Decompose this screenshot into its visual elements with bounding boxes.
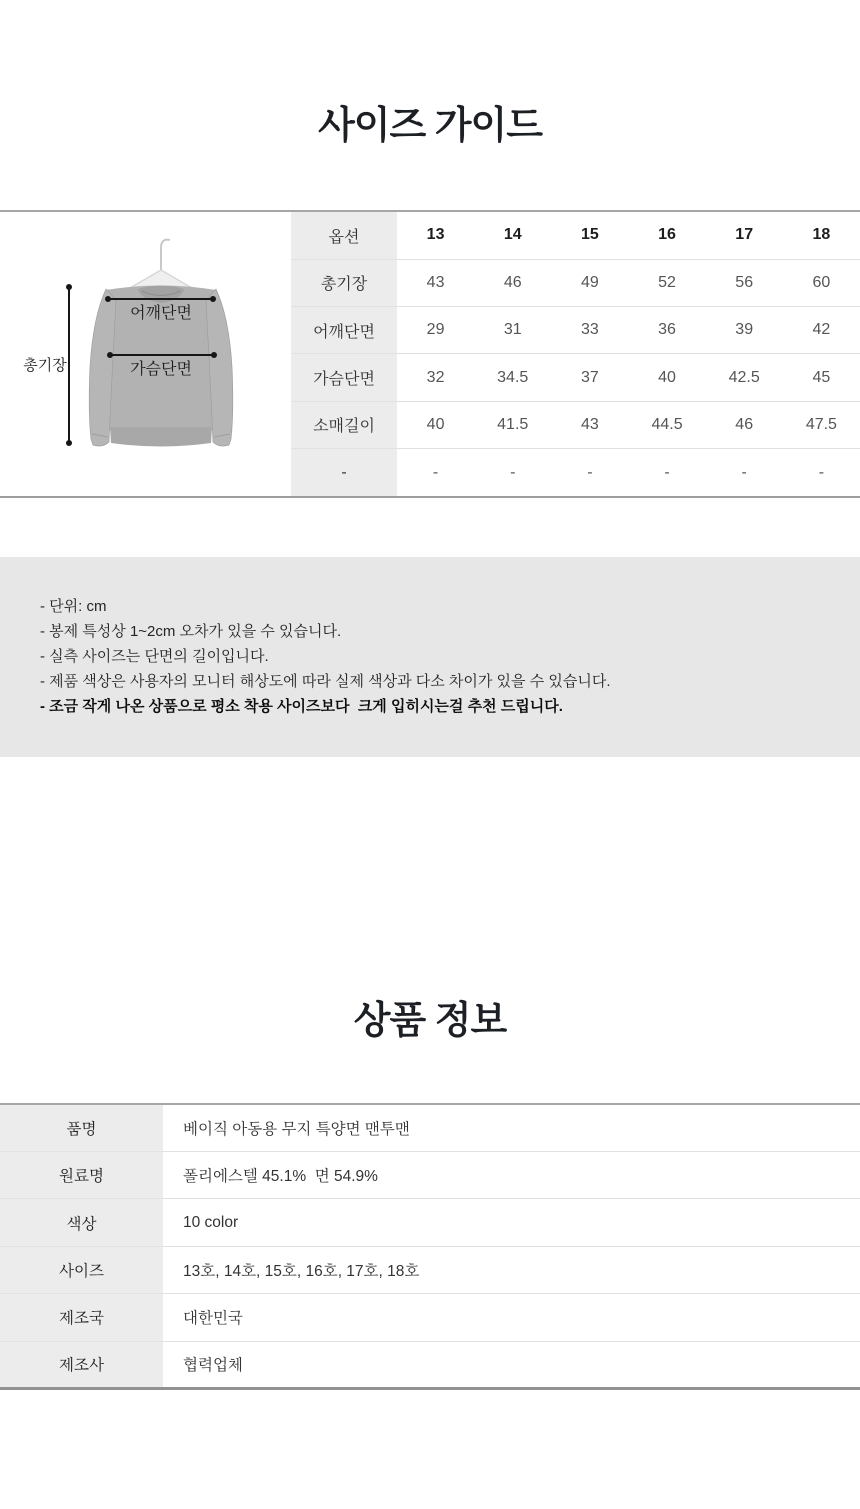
cell-value: 40 (628, 354, 705, 401)
note-line-tolerance: - 봉제 특성상 1~2cm 오차가 있을 수 있습니다. (40, 623, 342, 640)
table-row (0, 1341, 860, 1388)
cell-value: 42 (783, 307, 860, 354)
cell-value: 29 (397, 307, 474, 354)
size-guide-notes (0, 557, 860, 757)
table-row (0, 1294, 860, 1341)
cell-value: - (664, 463, 670, 481)
size-table-header-row (291, 212, 860, 259)
cell-value: 37 (551, 354, 628, 401)
size-guide-section (0, 210, 860, 498)
table-row (0, 1199, 860, 1246)
size-value: 13호, 14호, 15호, 16호, 17호, 18호 (163, 1246, 860, 1293)
cell-value: 44.5 (628, 401, 705, 448)
cell-value: 47.5 (783, 401, 860, 448)
size-col-15: 15 (551, 212, 628, 259)
product-name-value: 베이직 아동용 무지 특양면 맨투맨 (163, 1104, 860, 1151)
table-row (291, 449, 860, 496)
cell-value: 40 (397, 401, 474, 448)
cell-value: 36 (628, 307, 705, 354)
cell-value: - (510, 463, 516, 481)
note-line-flat: - 실측 사이즈는 단면의 길이입니다. (40, 648, 269, 665)
product-name-label: 품명 (0, 1104, 163, 1151)
cell-value: - (432, 463, 439, 481)
country-label: 제조국 (0, 1294, 163, 1341)
size-col-16: 16 (628, 212, 705, 259)
table-row (291, 259, 860, 306)
cell-value: 33 (551, 307, 628, 354)
cell-value: 32 (397, 354, 474, 401)
row-label-shoulder: 어깨단면 (291, 307, 397, 354)
cell-value: 52 (628, 259, 705, 306)
row-label-dash: - (291, 449, 397, 496)
size-col-13: 13 (397, 212, 474, 259)
manufacturer-label: 제조사 (0, 1341, 163, 1388)
cell-value: 56 (706, 259, 783, 306)
cell-value: 42.5 (706, 354, 783, 401)
size-col-18: 18 (783, 212, 860, 259)
size-label: 사이즈 (0, 1246, 163, 1293)
cell-value: 45 (783, 354, 860, 401)
table-row (0, 1104, 860, 1151)
size-col-17: 17 (706, 212, 783, 259)
row-label-chest: 가슴단면 (291, 354, 397, 401)
manufacturer-value: 협력업체 (183, 1357, 243, 1375)
color-label: 색상 (0, 1199, 163, 1246)
cell-value: - (818, 463, 825, 481)
cell-value: 39 (706, 307, 783, 354)
cell-value: 60 (783, 259, 860, 306)
size-table-option-header: 옵션 (291, 212, 397, 259)
size-col-14: 14 (474, 212, 551, 259)
size-guide-table (291, 212, 860, 496)
total-length-label: 총기장 (23, 357, 67, 374)
table-row (291, 401, 860, 448)
cell-value: 46 (474, 259, 551, 306)
chest-label: 가슴단면 (130, 361, 192, 378)
cell-value: 34.5 (474, 354, 551, 401)
row-label-sleeve: 소매길이 (291, 401, 397, 448)
color-value: 10 color (163, 1199, 860, 1246)
cell-value: 49 (551, 259, 628, 306)
material-value: 폴리에스텔 45.1% 면 54.9% (163, 1151, 860, 1198)
cell-value: 46 (706, 401, 783, 448)
note-line-sizing-recommendation: - 조금 작게 나온 상품으로 평소 착용 사이즈보다 크게 입히시는걸 추천 드립니다. (40, 698, 563, 715)
cell-value: - (587, 463, 593, 481)
note-line-unit: - 단위: cm (40, 598, 107, 615)
table-row (0, 1246, 860, 1293)
cell-value: 43 (397, 259, 474, 306)
cell-value: 31 (474, 307, 551, 354)
note-line-monitor: - 제품 색상은 사용자의 모니터 해상도에 따라 실제 색상과 다소 차이가 있을 수 있습니다. (40, 673, 611, 690)
material-label: 원료명 (0, 1151, 163, 1198)
sweatshirt-diagram-image (0, 212, 290, 496)
size-guide-title: 사이즈 가이드 (318, 105, 542, 147)
table-row (291, 307, 860, 354)
table-row (291, 354, 860, 401)
garment-measurement-diagram (0, 212, 290, 496)
country-value: 대한민국 (163, 1294, 860, 1341)
cell-value: 43 (551, 401, 628, 448)
table-row (0, 1151, 860, 1198)
cell-value: 41.5 (474, 401, 551, 448)
cell-value: - (741, 463, 747, 481)
total-length-measure-line (23, 284, 72, 446)
product-info-title: 상품 정보 (353, 1000, 507, 1042)
row-label-total-length: 총기장 (291, 259, 397, 306)
shoulder-label: 어깨단면 (130, 305, 192, 322)
product-info-table (0, 1103, 860, 1390)
